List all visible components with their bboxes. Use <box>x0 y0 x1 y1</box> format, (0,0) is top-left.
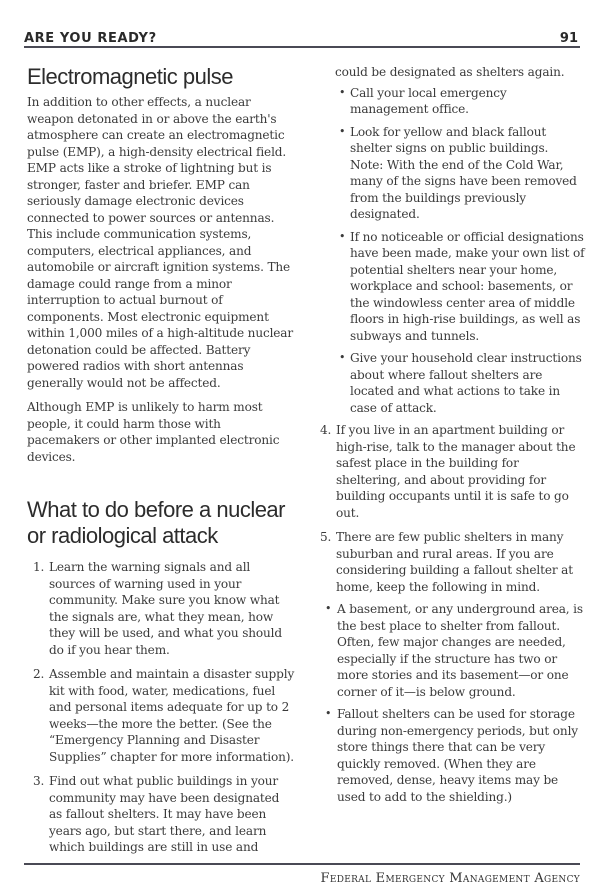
footer-rule <box>24 863 580 865</box>
bullet-icon: • <box>339 85 346 99</box>
footer-agency: Federal Emergency Management Agency <box>320 871 580 886</box>
page-number: 91 <box>559 31 578 46</box>
bullet-text: Give your household clear instructions about where fallout shelters are located and what actions to take in case of attack. <box>350 351 582 415</box>
bullet-icon: • <box>339 351 346 364</box>
bullet-item <box>335 124 585 223</box>
list-number: 5. <box>320 530 332 544</box>
bullet-text: A basement, or any underground area, is the best place to shelter from fallout. Often, few major changes are needed, especially if the structure has two or more stories and its basement—or one corner of it—is below ground. <box>337 602 583 699</box>
emp-paragraph-2: Although EMP is unlikely to harm most people, it could harm those with pacemakers or other implanted electronic devices. <box>27 400 280 464</box>
bullet-icon: • <box>325 602 332 615</box>
bullet-text: Call your local emergency management office. <box>350 85 507 116</box>
list-number: 1. <box>33 560 45 574</box>
list-number: 4. <box>320 423 332 437</box>
bullet-icon: • <box>339 229 346 243</box>
bullet-item <box>335 350 585 416</box>
before-attack-list <box>27 559 295 856</box>
list-item <box>320 422 585 521</box>
section-heading-emp: Electromagnetic pulse <box>27 64 233 89</box>
list-number: 3. <box>33 774 45 788</box>
list-item-text: Assemble and maintain a disaster supply kit with food, water, medications, fuel and personal items adequate for up to 2 weeks—the more the better. (See the “Emergency Planning and Disaster Supplies” chapter for more information). <box>49 667 295 764</box>
right-column <box>320 64 585 813</box>
list-item <box>27 666 295 765</box>
section-heading-before-attack: What to do before a nuclear or radiological attack <box>27 497 285 548</box>
left-column <box>27 64 295 864</box>
bullet-item <box>321 601 585 700</box>
bullet-icon: • <box>339 124 346 138</box>
list-number: 2. <box>33 667 45 681</box>
running-header <box>24 30 580 48</box>
bullet-text: If no noticeable or official designations have been made, make your own list of potential shelters near your home, workplace and school: basements, or the windowless center area of middle floors in high-rise buildings, as well as subways and tunnels. <box>350 229 585 343</box>
bullet-item <box>335 85 585 118</box>
list-item-text: Find out what public buildings in your community may have been designated as fallout shelters. It may have been years ago, but start there, and learn which buildings are still in use and <box>49 774 280 854</box>
bullet-text: Look for yellow and black fallout shelter signs on public buildings. Note: With the end of the Cold War, many of the signs have been removed from the buildings previously designated. <box>350 124 577 221</box>
list-item-text: Learn the warning signals and all sources of warning used in your community. Make sure you know what the signals are, what they mean, how they will be used, and what you should do if you hear them. <box>49 560 282 657</box>
list-item <box>320 529 585 805</box>
list-item <box>27 559 295 658</box>
item5-bullet-list <box>325 601 585 805</box>
bullet-icon: • <box>325 707 332 720</box>
emp-paragraph-1: In addition to other effects, a nuclear weapon detonated in or above the earth's atmosphere can create an electromagnetic pulse (EMP), a high-density electrical field. EMP acts like a stroke of lightning but is stronger, faster and briefer. EMP can seriously damage electronic devices connected to power sources or antennas. This include communication systems, computers, electrical appliances, and automobile or aircraft ignition systems. The damage could range from a minor interruption to actual burnout of components. Most electronic equipment within 1,000 miles of a high-altitude nuclear detonation could be affected. Battery powered radios with short antennas generally would not be affected. <box>27 95 293 390</box>
list-item <box>27 773 295 856</box>
bullet-text: Fallout shelters can be used for storage during non-emergency periods, but only store things there that can be very quickly removed. (When they are removed, dense, heavy items may be used to add to the shielding.) <box>337 707 578 804</box>
running-header-title: ARE YOU READY? <box>24 31 157 46</box>
bullet-item <box>321 706 585 805</box>
item3-continuation: could be designated as shelters again. <box>335 65 565 79</box>
list-item-text: If you live in an apartment building or high-rise, talk to the manager about the safest place in the building for sheltering, and about providing for building occupants until it is safe to go out. <box>336 423 576 520</box>
list-item-text: There are few public shelters in many suburban and rural areas. If you are considering building a fallout shelter at home, keep the following in mind. <box>336 530 573 594</box>
item3-bullet-list <box>335 85 585 417</box>
bullet-item <box>335 229 585 345</box>
before-attack-list-continued <box>320 422 585 805</box>
